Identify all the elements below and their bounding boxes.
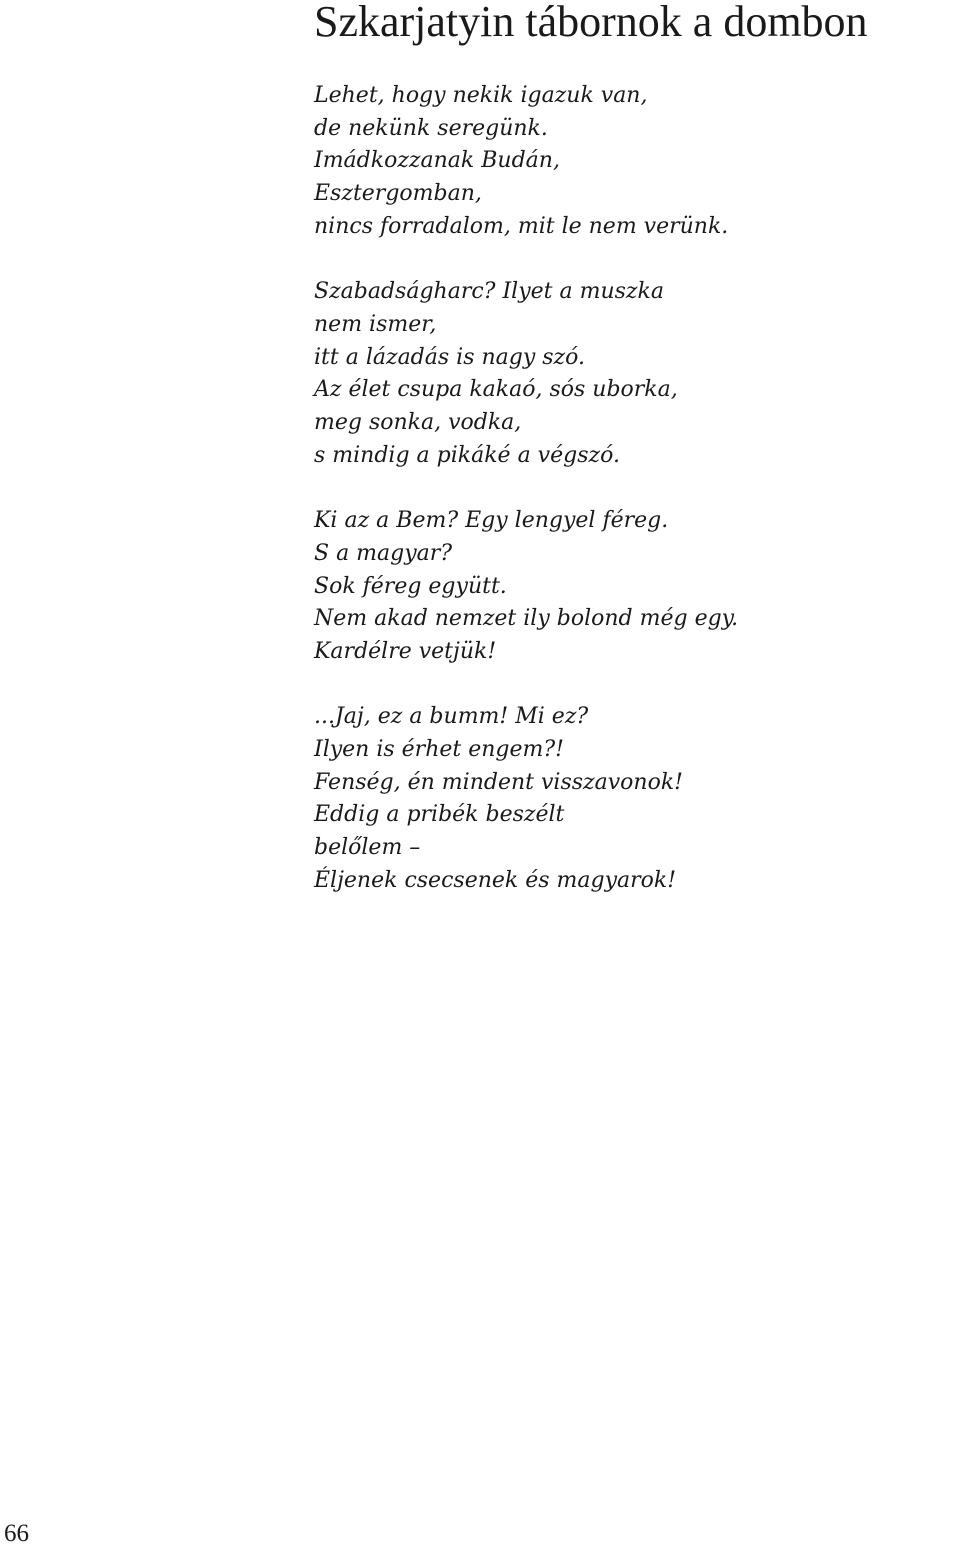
verse-line: Kardélre vetjük! <box>314 638 497 664</box>
verse-line: Ki az a Bem? Egy lengyel féreg. <box>314 508 669 534</box>
page-number: 66 <box>4 1520 29 1547</box>
verse-line: de nekünk seregünk. <box>314 115 548 141</box>
verse-line: itt a lázadás is nagy szó. <box>314 344 586 370</box>
verse-line: Az élet csupa kakaó, sós uborka, <box>314 377 678 403</box>
verse-line: Sok féreg együtt. <box>314 573 507 599</box>
verse-line: S a magyar? <box>314 540 453 566</box>
verse-line: Szabadságharc? Ilyet a muszka <box>314 279 664 305</box>
verse-line: Imádkozzanak Budán, <box>314 148 560 174</box>
verse-line: nincs forradalom, mit le nem verünk. <box>314 213 729 239</box>
verse-line: Éljenek csecsenek és magyarok! <box>314 867 677 893</box>
verse-line: Esztergomban, <box>314 181 482 207</box>
verse-line: Eddig a pribék beszélt <box>314 802 565 828</box>
stanza <box>314 505 944 669</box>
stanza <box>314 276 944 472</box>
verse-line: Lehet, hogy nekik igazuk van, <box>314 83 648 108</box>
verse-line: Nem akad nemzet ily bolond még egy. <box>314 606 739 632</box>
verse-line: belőlem – <box>314 835 421 861</box>
poem-body <box>314 80 944 930</box>
verse-line: Fenség, én mindent visszavonok! <box>314 769 683 795</box>
verse-line: s mindig a pikáké a végszó. <box>314 442 620 468</box>
verse-line: nem ismer, <box>314 311 437 337</box>
verse-line: meg sonka, vodka, <box>314 410 522 436</box>
poem-title: Szkarjatyin tábornok a dombon <box>314 0 868 46</box>
stanza <box>314 80 944 244</box>
verse-line: ...Jaj, ez a bumm! Mi ez? <box>314 704 589 730</box>
stanza <box>314 701 944 897</box>
verse-line: Ilyen is érhet engem?! <box>314 737 565 763</box>
